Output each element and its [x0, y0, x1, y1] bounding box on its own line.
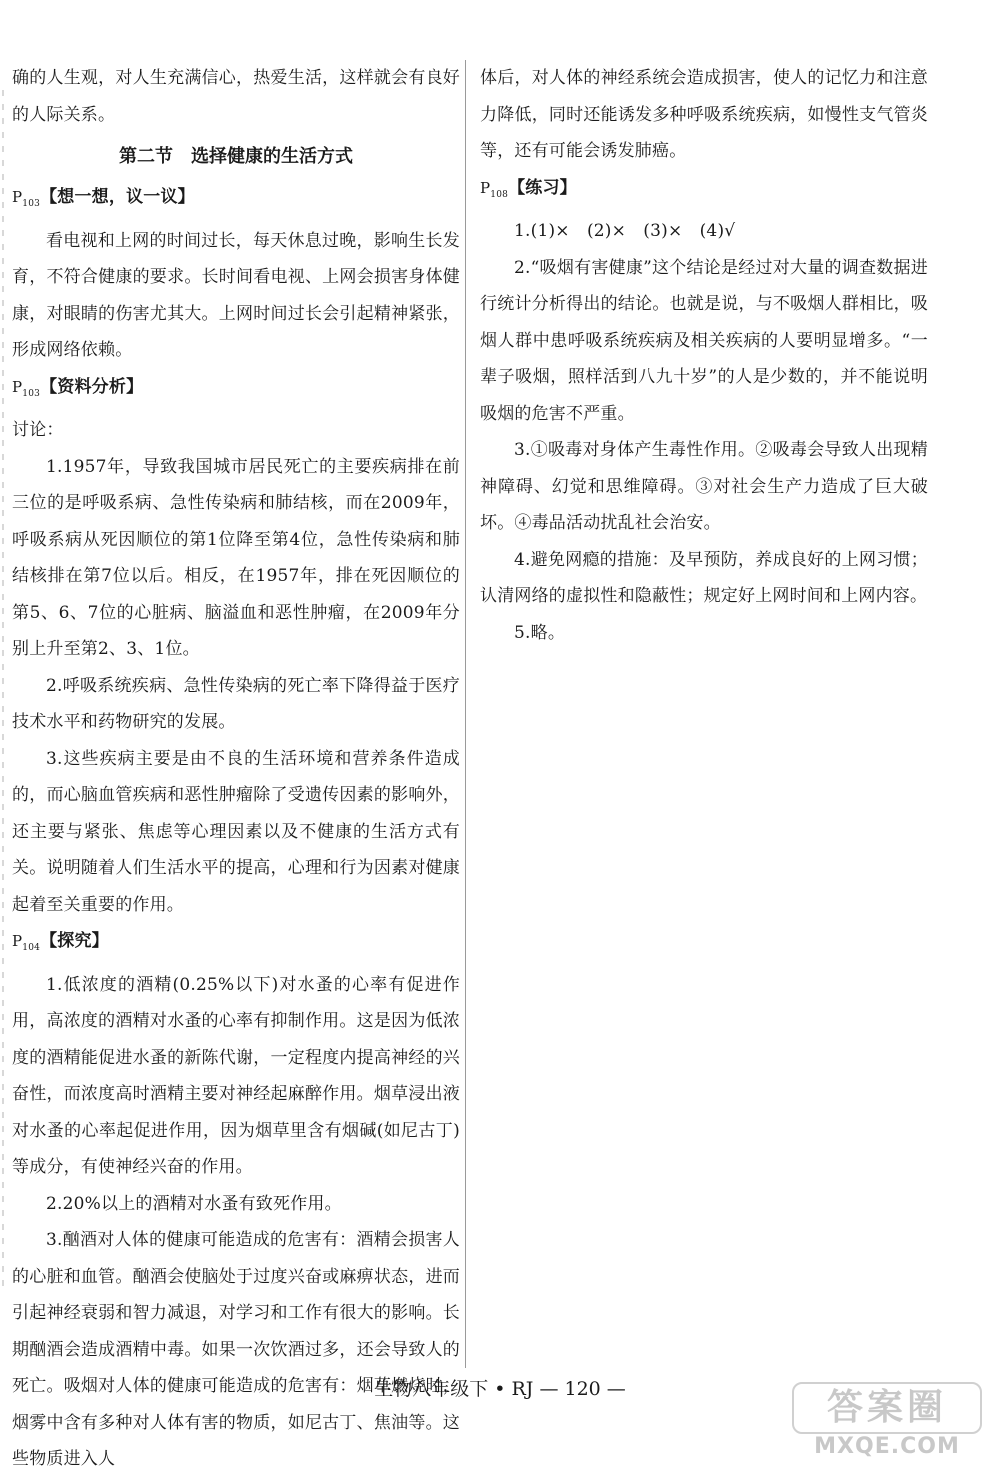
watermark-logo: 答案圈 [792, 1382, 982, 1434]
watermark-url: MXQE.COM [814, 1434, 960, 1459]
page-ref: $P_{104}$ [12, 932, 41, 953]
section-label-explore: $P_{104}$【探究】 [12, 931, 109, 953]
scan-edge-marks [2, 90, 4, 1290]
page-ref: $P_{103}$ [12, 377, 41, 399]
explore-item-2: 2.20%以上的酒精对水蚤有致死作用。 [46, 1193, 342, 1214]
right-column [480, 60, 928, 651]
discussion-label: 讨论： [12, 420, 64, 440]
section-label-think: $P_{103}$【想一想，议一议】 [12, 187, 195, 209]
exercise-3: 3.①吸毒对身体产生毒性作用。②吸毒会导致人出现精神障碍、幻觉和思维障碍。③对社会生产力造成了巨大破坏。④毒品活动扰乱社会治安。 [480, 440, 928, 533]
exercise-5: 5.略。 [514, 622, 566, 643]
watermark [792, 1382, 982, 1460]
analysis-item-3: 3.这些疾病主要是由不良的生活环境和营养条件造成的，而心脑血管疾病和恶性肿瘤除了受遗传因素的影响外，还主要与紧张、焦虑等心理因素以及不健康的生活方式有关。说明随着人们生活水平的提高，心理和行为因素对健康起着至关重要的作用。 [12, 748, 460, 915]
left-column [12, 60, 460, 1478]
section-heading: 第二节 选择健康的生活方式 [119, 146, 353, 167]
continued-paragraph: 体后，对人体的神经系统会造成损害，使人的记忆力和注意力降低，同时还能诱发多种呼吸系统疾病，如慢性支气管炎等，还有可能会诱发肺癌。 [480, 68, 928, 161]
explore-item-3: 3.酗酒对人体的健康可能造成的危害有：酒精会损害人的心脏和血管。酗酒会使脑处于过度兴奋或麻痹状态，进而引起神经衰弱和智力减退，对学习和工作有很大的影响。长期酗酒会造成酒精中毒。如果一次饮酒过多，还会导致人的死亡。吸烟对人体的健康可能造成的危害有：烟草燃烧时，烟雾中含有多种对人体有害的物质，如尼古丁、焦油等。这些物质进入人 [12, 1230, 460, 1469]
section-label-analysis: $P_{103}$【资料分析】 [12, 376, 144, 399]
page-ref: $P_{108}$ [480, 178, 509, 200]
intro-paragraph: 确的人生观，对人生充满信心，热爱生活，这样就会有良好的人际关系。 [12, 68, 460, 125]
column-divider [465, 60, 466, 1368]
analysis-item-1: 1.1957年，导致我国城市居民死亡的主要疾病排在前三位的是呼吸系病、急性传染病和肺结核，而在2009年，呼吸系病从死因顺位的第1位降至第4位，急性传染病和肺结核排在第7位以后。相反，在1957年，排在死因顺位的第5、6、7位的心脏病、脑溢血和恶性肿瘤，在2009年分别上升至第2、3、1位。 [12, 456, 460, 659]
analysis-item-2: 2.呼吸系统疾病、急性传染病的死亡率下降得益于医疗技术水平和药物研究的发展。 [12, 675, 460, 732]
page-ref: $P_{103}$ [12, 188, 41, 209]
explore-item-1: 1.低浓度的酒精(0.25%以下)对水蚤的心率有促进作用，高浓度的酒精对水蚤的心率有抑制作用。这是因为低浓度的酒精能促进水蚤的新陈代谢，一定程度内提高神经的兴奋性，而浓度高时酒精主要对神经起麻醉作用。烟草浸出液对水蚤的心率起促进作用，因为烟草里含有烟碱(如尼古丁)等成分，有使神经兴奋的作用。 [12, 974, 460, 1177]
exercise-4: 4.避免网瘾的措施：及早预防，养成良好的上网习惯；认清网络的虚拟性和隐蔽性；规定好上网时间和上网内容。 [480, 549, 928, 606]
exercise-1: 1.(1)× (2)× (3)× (4)√ [514, 221, 736, 241]
exercise-2: 2.“吸烟有害健康”这个结论是经过对大量的调查数据进行统计分析得出的结论。也就是说，与不吸烟人群相比，吸烟人群中患呼吸系统疾病及相关疾病的人要明显增多。“一辈子吸烟，照样活到八九十岁”的人是少数的，并不能说明吸烟的危害不严重。 [480, 257, 928, 424]
think-answer: 看电视和上网的时间过长，每天休息过晚，影响生长发育，不符合健康的要求。长时间看电视、上网会损害身体健康，对眼睛的伤害尤其大。上网时间过长会引起精神紧张，形成网络依赖。 [12, 230, 460, 360]
section-label-exercise: $P_{108}$【练习】 [480, 177, 577, 200]
page-footer: 生物八年级下 • RJ — 120 — [374, 1378, 626, 1400]
